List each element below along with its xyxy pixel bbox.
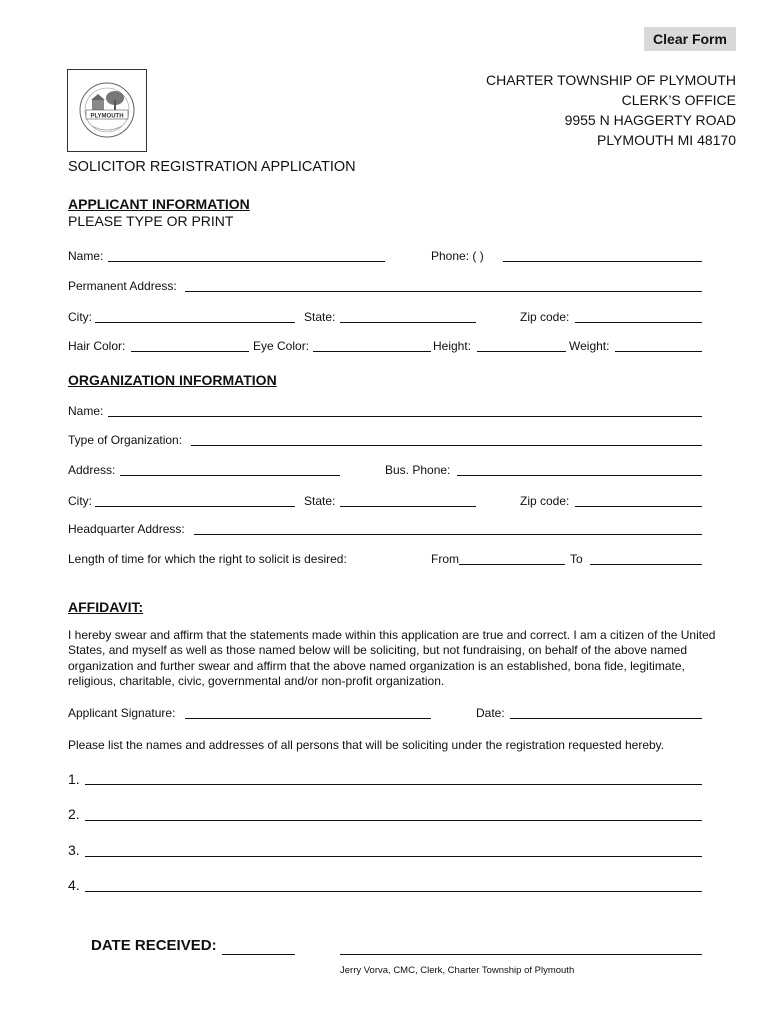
applicant-city-label: City: xyxy=(68,310,92,324)
solicitor-list-number: 4. xyxy=(68,877,80,893)
solicitor-entry-3-field[interactable] xyxy=(85,856,702,857)
permanent-address-field[interactable] xyxy=(185,291,702,292)
clerk-signature-line[interactable] xyxy=(340,954,702,955)
solicitor-entry-4-field[interactable] xyxy=(85,891,702,892)
org-zip-field[interactable] xyxy=(575,506,702,507)
date-received-field[interactable] xyxy=(222,954,295,955)
applicant-subheading: PLEASE TYPE OR PRINT xyxy=(68,213,234,229)
signature-date-label: Date: xyxy=(476,706,505,720)
address-line: CLERK’S OFFICE xyxy=(621,92,736,108)
applicant-signature-field[interactable] xyxy=(185,718,431,719)
solicitor-list-number: 1. xyxy=(68,771,80,787)
org-type-field[interactable] xyxy=(191,445,702,446)
weight-label: Weight: xyxy=(569,339,610,353)
applicant-phone-field[interactable] xyxy=(503,261,702,262)
address-line: PLYMOUTH MI 48170 xyxy=(596,132,736,148)
seal-icon xyxy=(68,70,146,151)
applicant-state-label: State: xyxy=(304,310,336,324)
eye-color-field[interactable] xyxy=(313,351,431,352)
eye-color-label: Eye Color: xyxy=(253,339,310,353)
township-seal-logo xyxy=(67,69,147,152)
applicant-phone-label: Phone: ( ) xyxy=(431,249,484,263)
solicitor-list-number: 3. xyxy=(68,842,80,858)
date-received-label: DATE RECEIVED: xyxy=(91,937,217,954)
address-line: CHARTER TOWNSHIP OF PLYMOUTH xyxy=(486,72,736,88)
clear-form-button[interactable]: Clear Form xyxy=(644,27,736,51)
from-date-field[interactable] xyxy=(459,564,565,565)
applicant-signature-label: Applicant Signature: xyxy=(68,706,176,720)
org-name-label: Name: xyxy=(68,404,104,418)
affidavit-heading: AFFIDAVIT: xyxy=(68,599,144,615)
org-zip-label: Zip code: xyxy=(520,494,570,508)
org-name-field[interactable] xyxy=(108,416,702,417)
org-address-field[interactable] xyxy=(120,475,340,476)
applicant-name-label: Name: xyxy=(68,249,104,263)
signature-date-field[interactable] xyxy=(510,718,702,719)
hair-color-field[interactable] xyxy=(131,351,249,352)
org-type-label: Type of Organization: xyxy=(68,433,183,447)
hair-color-label: Hair Color: xyxy=(68,339,126,353)
to-label: To xyxy=(570,552,583,566)
page-title: SOLICITOR REGISTRATION APPLICATION xyxy=(68,159,356,175)
hq-address-label: Headquarter Address: xyxy=(68,522,185,536)
org-state-label: State: xyxy=(304,494,336,508)
clerk-caption: Jerry Vorva, CMC, Clerk, Charter Township of Plymouth xyxy=(340,965,575,976)
address-line: 9955 N HAGGERTY ROAD xyxy=(564,112,736,128)
clerk-address-block xyxy=(486,70,736,150)
applicant-zip-field[interactable] xyxy=(575,322,702,323)
bus-phone-label: Bus. Phone: xyxy=(385,463,451,477)
solicitor-list-number: 2. xyxy=(68,806,80,822)
height-field[interactable] xyxy=(477,351,566,352)
svg-text:PLYMOUTH: PLYMOUTH xyxy=(90,113,124,120)
solicitor-list-instructions: Please list the names and addresses of all persons that will be soliciting under the registration requested hereby. xyxy=(68,738,665,752)
bus-phone-field[interactable] xyxy=(457,475,702,476)
weight-field[interactable] xyxy=(615,351,702,352)
solicitor-entry-1-field[interactable] xyxy=(85,784,702,785)
org-state-field[interactable] xyxy=(340,506,476,507)
organization-heading: ORGANIZATION INFORMATION xyxy=(68,372,277,388)
hq-address-field[interactable] xyxy=(194,534,702,535)
height-label: Height: xyxy=(433,339,472,353)
org-address-label: Address: xyxy=(68,463,116,477)
org-city-label: City: xyxy=(68,494,92,508)
org-city-field[interactable] xyxy=(95,506,295,507)
affidavit-text: I hereby swear and affirm that the statements made within this application are true and correct. I am a citizen of the United States, and myself as well as those named below will be soliciting, but not fundraising, on behalf of the above named organization and further swear and affirm that the above named organization is an established, bona fide, legitimate, religious, charitable, civic, governmental and/or non-profit organization. xyxy=(68,628,716,688)
solicit-duration-label: Length of time for which the right to solicit is desired: xyxy=(68,552,347,566)
applicant-state-field[interactable] xyxy=(340,322,476,323)
applicant-heading: APPLICANT INFORMATION xyxy=(68,196,250,212)
permanent-address-label: Permanent Address: xyxy=(68,279,177,293)
applicant-zip-label: Zip code: xyxy=(520,310,570,324)
solicitor-entry-2-field[interactable] xyxy=(85,820,702,821)
to-date-field[interactable] xyxy=(590,564,702,565)
applicant-name-field[interactable] xyxy=(108,261,385,262)
applicant-city-field[interactable] xyxy=(95,322,295,323)
from-label: From xyxy=(431,552,459,566)
